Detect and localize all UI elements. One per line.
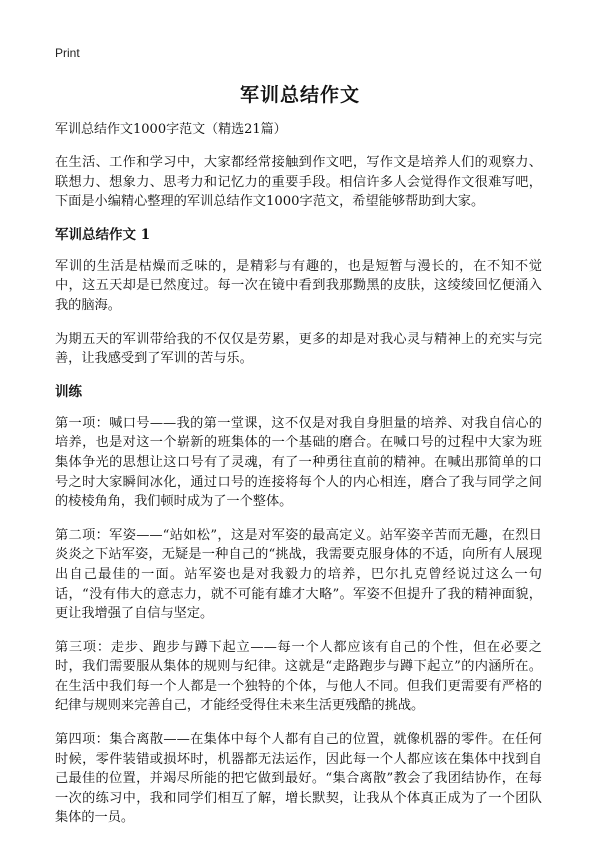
document-title: 军训总结作文 — [239, 84, 360, 106]
training-item-2: 第二项：军姿——“站如松”，这是对军姿的最高定义。站军姿辛苦而无趣，在烈日炎炎之下站军姿，无疑是一种自己的“挑战，我需要克服身体的不适，向所有人展现出自己最佳的一面。站军姿也是对我毅力的培养，巴尔扎克曾经说过这么一句话，“没有伟大的意志力，就不可能有雄才大略”。军姿不但提升了我的精神面貌，更让我增强了自信与坚定。 — [55, 527, 542, 622]
training-item-1: 第一项：喊口号——我的第一堂课，这不仅是对我自身胆量的培养、对我自信心的培养，也是对这一个崭新的班集体的一个基础的磨合。在喊口号的过程中大家为班集体争光的思想让这口号有了灵魂，有了一种勇往直前的精神。在喊出那简单的口号之时大家瞬间冰化，通过口号的连接将每个人的内心相连，磨合了我与同学之间的棱棱角角，我们顿时成为了一个整体。 — [55, 415, 542, 510]
training-item-3: 第三项：走步、跑步与蹲下起立——每一个人都应该有自己的个性，但在必要之时，我们需要服从集体的规则与纪律。这就是“走路跑步与蹲下起立”的内涵所在。在生活中我们每一个人都是一个独特的个体，与他人不同。但我们更需要有严格的纪律与规则来完善自己，才能经受得住未来生活更残酷的挑战。 — [55, 639, 542, 714]
print-label: Print — [55, 46, 80, 60]
essay-paragraph: 为期五天的军训带给我的不仅仅是劳累，更多的却是对我心灵与精神上的充实与完善，让我感受到了军训的苦与乐。 — [55, 331, 542, 367]
section-heading-training: 训练 — [55, 383, 82, 400]
intro-paragraph: 在生活、工作和学习中，大家都经常接触到作文吧，写作文是培养人们的观察力、联想力、想象力、思考力和记忆力的重要手段。相信许多人会觉得作文很难写吧，下面是小编精心整理的军训总结作文1000字范文，希望能够帮助到大家。 — [55, 155, 542, 210]
essay-paragraph: 军训的生活是枯燥而乏味的，是精彩与有趣的，也是短暂与漫长的，在不知不觉中，这五天却是已然度过。每一次在镜中看到我那黝黑的皮肤，这绫绫回忆便涌入我的脑海。 — [55, 258, 542, 313]
training-item-4: 第四项：集合离散——在集体中每个人都有自己的位置，就像机器的零件。在任何时候，零件装错或损坏时，机器都无法运作，因此每一个人都应该在集体中找到自己最佳的位置，并竭尽所能的把它做到最好。“集合离散”教会了我团结协作，在每一次的练习中，我和同学们相互了解，增长默契，让我从个体真正成为了一个团队集体的一员。 — [55, 732, 542, 826]
section-heading-essay-1: 军训总结作文 1 — [55, 226, 151, 243]
document-subtitle: 军训总结作文1000字范文（精选21篇） — [55, 122, 287, 137]
document-body — [55, 121, 542, 842]
